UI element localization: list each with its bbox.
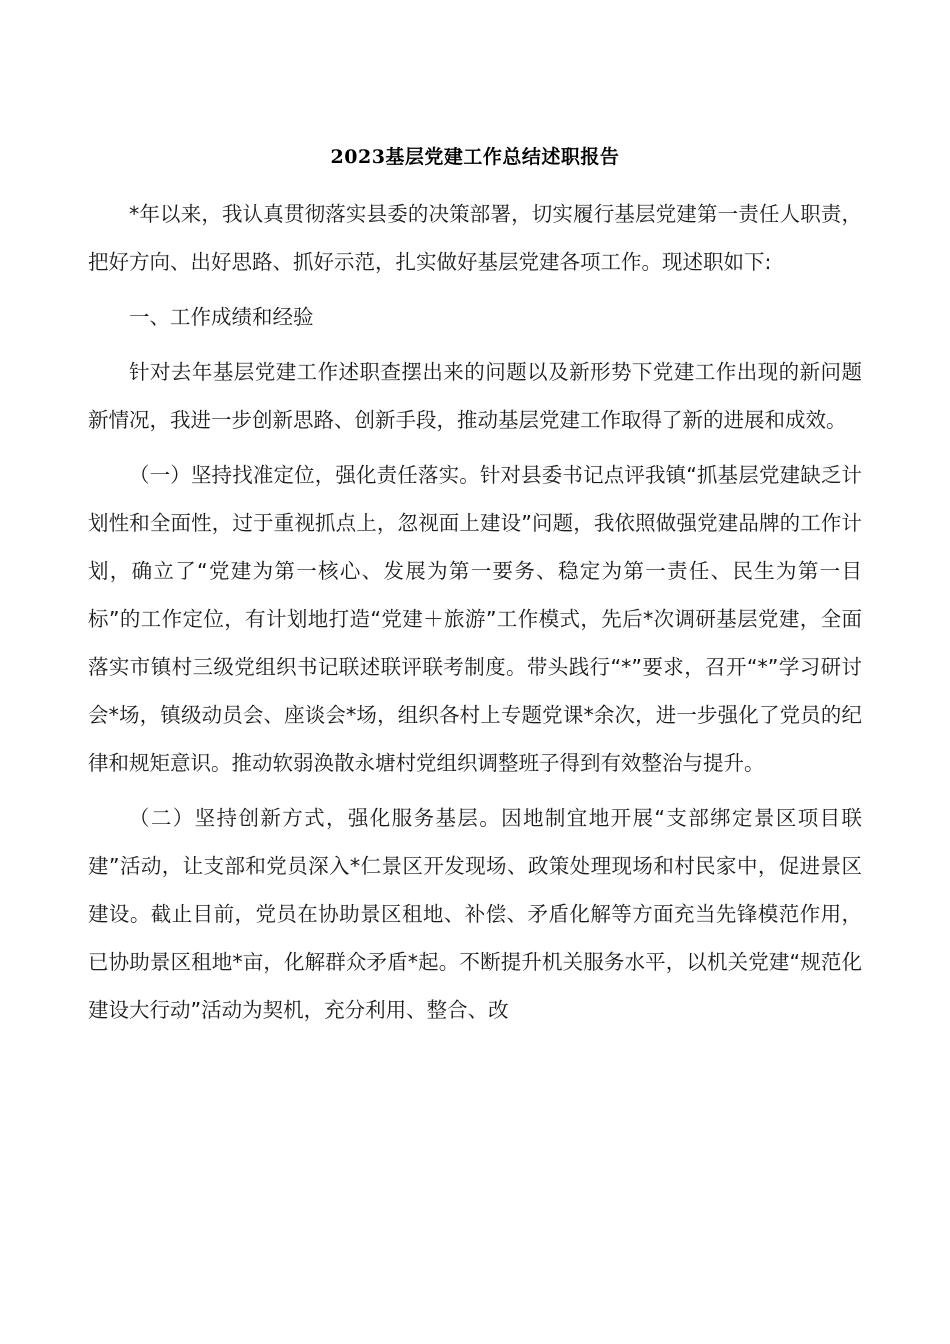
paragraph-overview: 针对去年基层党建工作述职查摆出来的问题以及新形势下党建工作出现的新问题新情况，我进一步创新思路、创新手段，推动基层党建工作取得了新的进展和成效。 bbox=[88, 360, 862, 432]
paragraph-item-2: （二）坚持创新方式，强化服务基层。因地制宜地开展“支部绑定景区项目联建”活动，让支部和党员深入*仁景区开发现场、政策处理现场和村民家中，促进景区建设。截止目前，党员在协助景区租地、补偿、矛盾化解等方面充当先锋模范作用，已协助景区租地*亩，化解群众矛盾*起。不断提升机关服务水平，以机关党建“规范化建设大行动”活动为契机，充分利用、整合、改 bbox=[88, 806, 862, 1022]
section-heading-1: 一、工作成绩和经验 bbox=[129, 305, 314, 329]
document-body bbox=[88, 190, 862, 1041]
paragraph-item-1: （一）坚持找准定位，强化责任落实。针对县委书记点评我镇“抓基层党建缺乏计划性和全面性，过于重视抓点上，忽视面上建设”问题，我依照做强党建品牌的工作计划，确立了“党建为第一核心、发展为第一要务、稳定为第一责任、民生为第一目标”的工作定位，有计划地打造“党建＋旅游”工作模式，先后*次调研基层党建，全面落实市镇村三级党组织书记联述联评联考制度。带头践行“*”要求，召开“*”学习研讨会*场，镇级动员会、座谈会*场，组织各村上专题党课*余次，进一步强化了党员的纪律和规矩意识。推动软弱涣散永塘村党组织调整班子得到有效整治与提升。 bbox=[88, 463, 862, 775]
paragraph-intro: *年以来，我认真贯彻落实县委的决策部署，切实履行基层党建第一责任人职责，把好方向、出好思路、抓好示范，扎实做好基层党建各项工作。现述职如下: bbox=[88, 202, 862, 274]
document-title: 2023基层党建工作总结述职报告 bbox=[330, 146, 620, 168]
